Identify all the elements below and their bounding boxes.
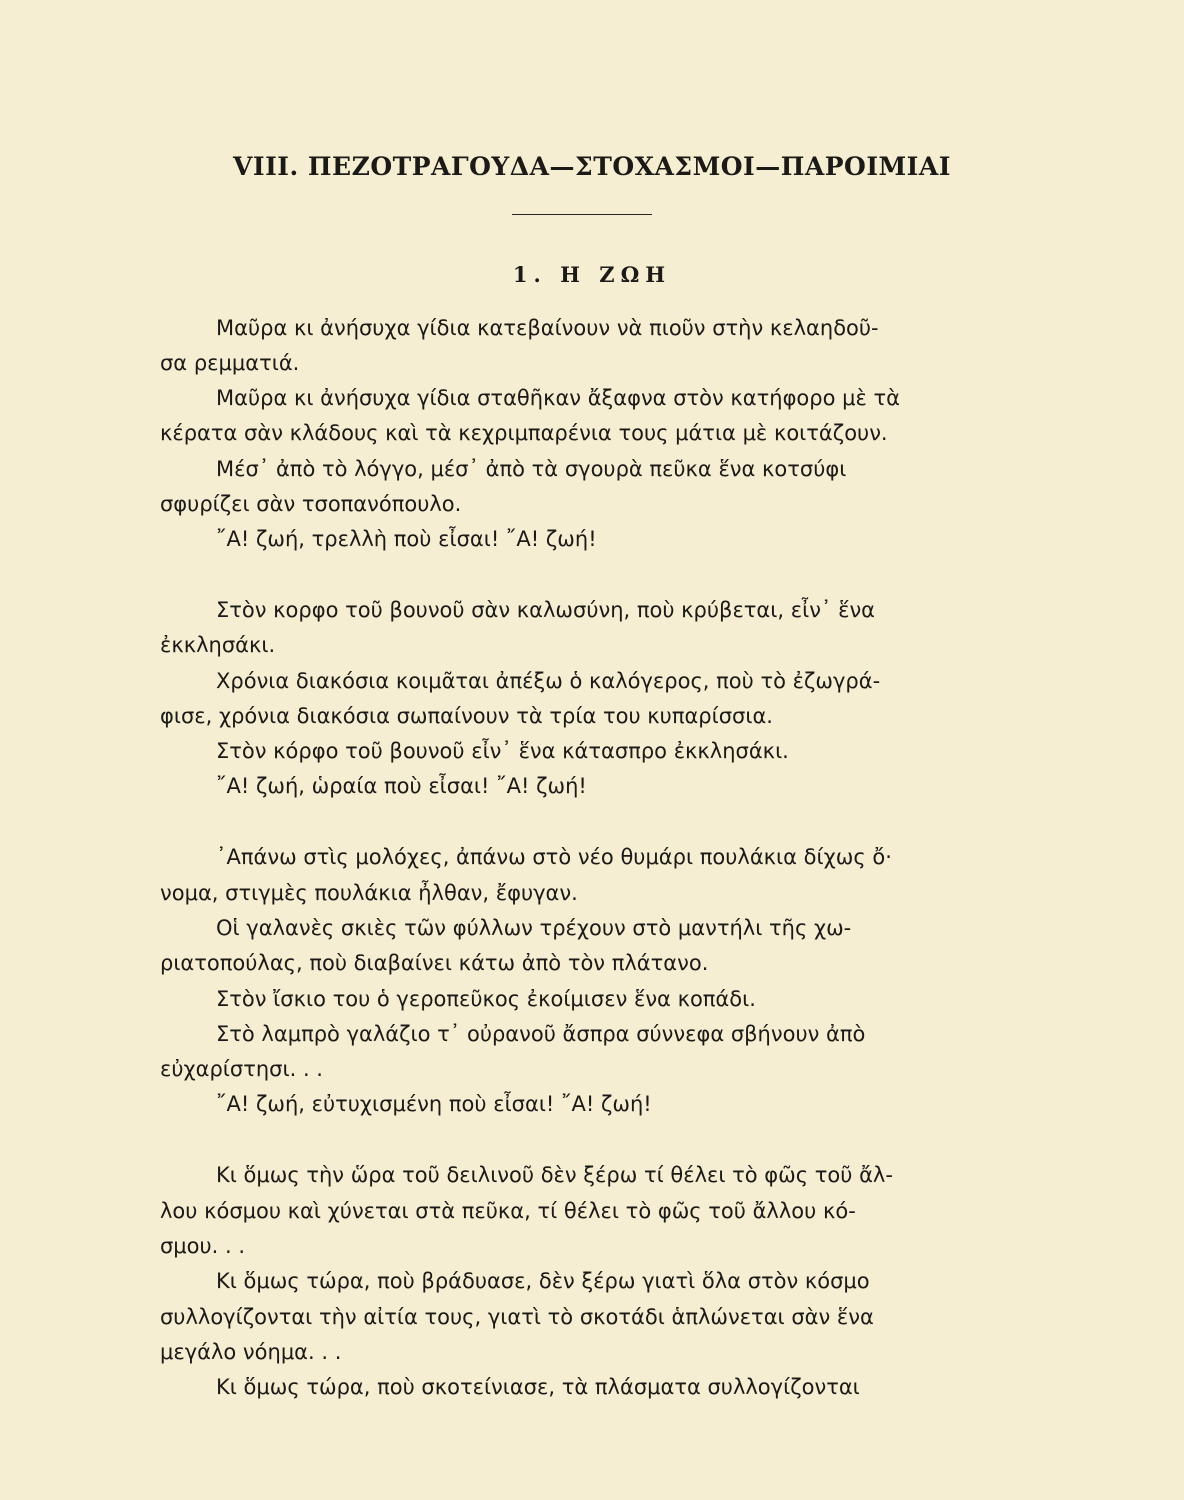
text-line: Μαῦρα κι ἀνήσυχα γίδια κατεβαίνουν νὰ πιοῦν στὴν κελαηδοῦ- bbox=[216, 316, 879, 340]
text-line: Μαῦρα κι ἀνήσυχα γίδια σταθῆκαν ἄξαφνα στὸν κατήφορο μὲ τὰ bbox=[216, 386, 900, 410]
text-line: Στὸν κορφο τοῦ βουνοῦ σὰν καλωσύνη, ποὺ κρύβεται, εἶν᾽ ἕνα bbox=[216, 598, 876, 622]
text-line: ἐκκλησάκι. bbox=[160, 633, 276, 657]
title-divider bbox=[512, 214, 652, 215]
text-line: κέρατα σὰν κλάδους καὶ τὰ κεχριμπαρένια τους μάτια μὲ κοιτάζουν. bbox=[160, 421, 888, 445]
text-line: συλλογίζονται τὴν αἰτία τους, γιατὶ τὸ σκοτάδι ἁπλώνεται σὰν ἕνα bbox=[160, 1305, 874, 1329]
text-line: Στὸ λαμπρὸ γαλάζιο τ᾽ οὐρανοῦ ἄσπρα σύννεφα σβήνουν ἀπὸ bbox=[216, 1022, 866, 1046]
text-line: ριατοπούλας, ποὺ διαβαίνει κάτω ἀπὸ τὸν πλάτανο. bbox=[160, 951, 709, 975]
text-line: Στὸν ἴσκιο του ὁ γεροπεῦκος ἐκοίμισεν ἕνα κοπάδι. bbox=[216, 987, 756, 1011]
text-line: Κι ὅμως τώρα, ποὺ βράδυασε, δὲν ξέρω γιατὶ ὅλα στὸν κόσμο bbox=[216, 1269, 870, 1293]
section-title: 1. Η ΖΩΗ bbox=[512, 262, 672, 287]
text-line: σμου. . . bbox=[160, 1234, 246, 1258]
text-line: Χρόνια διακόσια κοιμᾶται ἀπέξω ὁ καλόγερος, ποὺ τὸ ἐζωγρά- bbox=[216, 669, 881, 693]
text-line: εὐχαρίστησι. . . bbox=[160, 1057, 323, 1081]
text-line: Στὸν κόρφο τοῦ βουνοῦ εἶν᾽ ἕνα κάτασπρο ἐκκλησάκι. bbox=[216, 739, 789, 763]
text-line: λου κόσμου καὶ χύνεται στὰ πεῦκα, τί θέλει τὸ φῶς τοῦ ἄλλου κό- bbox=[160, 1199, 856, 1223]
text-line: Κι ὅμως τώρα, ποὺ σκοτείνιασε, τὰ πλάσματα συλλογίζονται bbox=[216, 1375, 860, 1399]
text-line: νομα, στιγμὲς πουλάκια ἦλθαν, ἔφυγαν. bbox=[160, 881, 578, 905]
text-line: ῎Α! ζωή, εὐτυχισμένη ποὺ εἶσαι! ῎Α! ζωή! bbox=[216, 1092, 652, 1116]
chapter-title: VIII. ΠΕΖΟΤΡΑΓΟΥΔΑ—ΣΤΟΧΑΣΜΟΙ—ΠΑΡΟΙΜΙΑΙ bbox=[233, 152, 951, 181]
text-line: Κι ὅμως τὴν ὥρα τοῦ δειλινοῦ δὲν ξέρω τί θέλει τὸ φῶς τοῦ ἄλ- bbox=[216, 1163, 893, 1187]
text-line: ῎Α! ζωή, ὡραία ποὺ εἶσαι! ῎Α! ζωή! bbox=[216, 774, 587, 798]
text-line: μεγάλο νόημα. . . bbox=[160, 1340, 342, 1364]
text-line: ῎Α! ζωή, τρελλὴ ποὺ εἶσαι! ῎Α! ζωή! bbox=[216, 527, 597, 551]
text-line: ᾽Απάνω στὶς μολόχες, ἀπάνω στὸ νέο θυμάρι πουλάκια δίχως ὄ· bbox=[216, 845, 892, 869]
text-line: Μέσ᾽ ἀπὸ τὸ λόγγο, μέσ᾽ ἀπὸ τὰ σγουρὰ πεῦκα ἕνα κοτσύφι bbox=[216, 457, 847, 481]
text-line: Οἱ γαλανὲς σκιὲς τῶν φύλλων τρέχουν στὸ μαντήλι τῆς χω- bbox=[216, 916, 852, 940]
text-line: σφυρίζει σὰν τσοπανόπουλο. bbox=[160, 492, 462, 516]
text-line: φισε, χρόνια διακόσια σωπαίνουν τὰ τρία του κυπαρίσσια. bbox=[160, 704, 773, 728]
text-line: σα ρεμματιά. bbox=[160, 351, 300, 375]
